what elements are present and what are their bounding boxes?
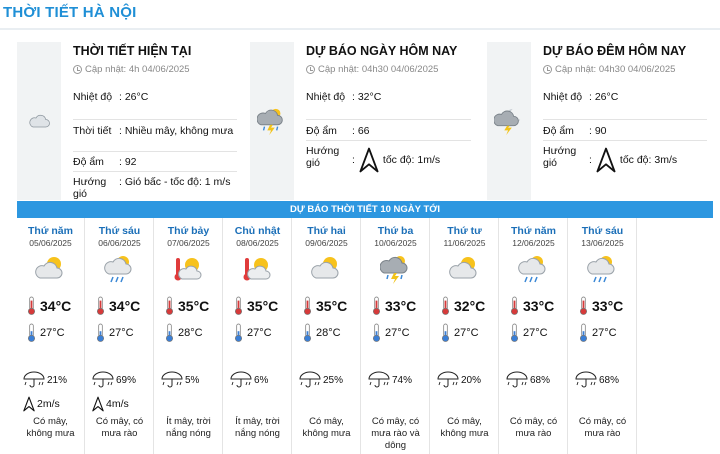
forecast-day [431, 218, 499, 454]
low-temp: 27°C [247, 327, 272, 339]
umbrella-icon [23, 371, 45, 389]
thermometer-hot-icon [234, 296, 243, 316]
low-temp: 28°C [178, 327, 203, 339]
thermometer-cold-icon [441, 323, 450, 343]
day-date: 12/06/2025 [512, 238, 555, 248]
thermometer-hot-icon [372, 296, 381, 316]
today-updated: Cập nhật: 04h30 04/06/2025 [306, 64, 438, 75]
day-date: 11/06/2025 [443, 238, 486, 248]
thermometer-cold-icon [27, 323, 36, 343]
tonight-forecast-title: DỰ BÁO ĐÊM HÔM NAY [543, 44, 687, 58]
thermometer-cold-icon [165, 323, 174, 343]
rain-chance: 6% [254, 374, 269, 386]
umbrella-icon [230, 371, 252, 389]
day-date: 10/06/2025 [374, 238, 417, 248]
low-temp: 27°C [592, 327, 617, 339]
high-temp: 33°C [385, 298, 417, 314]
rain-chance: 69% [116, 374, 137, 386]
day-name: Thứ tư [447, 225, 482, 237]
high-temp: 34°C [109, 298, 141, 314]
umbrella-icon [437, 371, 459, 389]
wind-speed: 2m/s [37, 398, 60, 410]
rain-chance: 25% [323, 374, 344, 386]
tonight-forecast-panel: DỰ BÁO ĐÊM HÔM NAY Cập nhật: 04h30 04/06/2025 Nhiệt độ : 26°C Độ ẩm : 90 Hướng gió : tốc độ: 3m/s [487, 42, 713, 200]
high-temp: 34°C [40, 298, 72, 314]
thermometer-hot-icon [96, 296, 105, 316]
rain-chance: 21% [47, 374, 68, 386]
forecast-day [86, 218, 154, 454]
sun-cloud-rain-icon [518, 253, 550, 285]
high-temp: 35°C [247, 298, 279, 314]
day-description: Ít mây, trời nắng nóng [235, 416, 280, 439]
day-description: Có mây, có mưa rào [578, 416, 627, 439]
day-description: Có mây, có mưa rào và dông [371, 416, 420, 451]
thermometer-cold-icon [303, 323, 312, 343]
forecast-day [500, 218, 568, 454]
thermometer-hot-icon [303, 296, 312, 316]
umbrella-icon [92, 371, 114, 389]
umbrella-icon [299, 371, 321, 389]
day-description: Có mây, có mưa rào [509, 416, 558, 439]
current-weather-panel: THỜI TIẾT HIỆN TẠI Cập nhật: 4h 04/06/2025 Nhiệt độ : 26°C Thời tiết : Nhiều mây, không mưa Độ ẩm : 92 Hướng gió : Gió bấc - tốc độ: 1 m/s [17, 42, 243, 200]
high-temp: 33°C [592, 298, 624, 314]
cloud-icon [27, 109, 51, 133]
low-temp: 27°C [385, 327, 410, 339]
thermometer-hot-icon [165, 296, 174, 316]
umbrella-icon [368, 371, 390, 389]
thermometer-hot-icon [579, 296, 588, 316]
day-name: Thứ sáu [98, 225, 141, 237]
day-date: 08/06/2025 [236, 238, 279, 248]
current-weather-title: THỜI TIẾT HIỆN TẠI [73, 44, 192, 58]
sun-cloud-icon [449, 253, 481, 285]
day-description: Có mây, không mưa [302, 416, 351, 439]
thermometer-hot-icon [510, 296, 519, 316]
today-forecast-panel: DỰ BÁO NGÀY HÔM NAY Cập nhật: 04h30 04/06/2025 Nhiệt độ : 32°C Độ ẩm : 66 Hướng gió : tốc độ: 1m/s [250, 42, 477, 200]
high-temp: 35°C [178, 298, 210, 314]
current-updated: Cập nhật: 4h 04/06/2025 [73, 64, 190, 75]
sun-cloud-icon [35, 253, 67, 285]
rain-chance: 5% [185, 374, 200, 386]
day-name: Thứ sáu [581, 225, 624, 237]
day-date: 05/06/2025 [29, 238, 72, 248]
day-date: 09/06/2025 [305, 238, 348, 248]
today-wind-row: Hướng gió : tốc độ: 1m/s [306, 145, 471, 179]
day-name: Chủ nhật [234, 225, 281, 237]
thermometer-cold-icon [96, 323, 105, 343]
wind-direction-icon [596, 145, 616, 175]
low-temp: 27°C [523, 327, 548, 339]
umbrella-icon [161, 371, 183, 389]
forecast-day [362, 218, 430, 454]
day-name: Thứ ba [377, 225, 414, 237]
sun-cloud-thunder-icon [257, 106, 287, 136]
thermometer-hot-icon [27, 296, 36, 316]
clock-icon [543, 65, 552, 74]
day-description: Ít mây, trời nắng nóng [166, 416, 211, 439]
clock-icon [306, 65, 315, 74]
umbrella-icon [506, 371, 528, 389]
rain-chance: 74% [392, 374, 413, 386]
page-title: THỜI TIẾT HÀ NỘI [3, 4, 137, 21]
sun-cloud-rain-icon [104, 253, 136, 285]
day-description: Có mây, không mưa [440, 416, 489, 439]
tonight-updated: Cập nhật: 04h30 04/06/2025 [543, 64, 675, 75]
wind-speed: 4m/s [106, 398, 129, 410]
day-date: 13/06/2025 [581, 238, 624, 248]
cloud-thunder-icon [380, 253, 412, 285]
low-temp: 27°C [109, 327, 134, 339]
rain-chance: 68% [530, 374, 551, 386]
thermometer-hot-icon [441, 296, 450, 316]
rain-chance: 20% [461, 374, 482, 386]
high-temp: 32°C [454, 298, 486, 314]
umbrella-icon [575, 371, 597, 389]
low-temp: 27°C [454, 327, 479, 339]
moon-cloud-thunder-icon [494, 106, 524, 136]
day-name: Thứ năm [511, 225, 556, 237]
day-description: Có mây, có mưa rào [95, 416, 144, 439]
tonight-wind-row: Hướng gió : tốc độ: 3m/s [543, 145, 707, 179]
thermometer-cold-icon [234, 323, 243, 343]
day-name: Thứ hai [307, 225, 346, 237]
forecast-banner: DỰ BÁO THỜI TIẾT 10 NGÀY TỚI [17, 201, 713, 218]
hot-sun-cloud-icon [173, 253, 205, 285]
wind-direction-icon [23, 396, 35, 412]
forecast-day [17, 218, 85, 454]
day-date: 07/06/2025 [167, 238, 210, 248]
sun-cloud-icon [311, 253, 343, 285]
day-name: Thứ bảy [167, 225, 210, 237]
low-temp: 28°C [316, 327, 341, 339]
wind-direction-icon [359, 145, 379, 175]
low-temp: 27°C [40, 327, 65, 339]
today-forecast-title: DỰ BÁO NGÀY HÔM NAY [306, 44, 458, 58]
day-description: Có mây, không mưa [26, 416, 75, 439]
clock-icon [73, 65, 82, 74]
day-name: Thứ năm [28, 225, 73, 237]
forecast-day [155, 218, 223, 454]
forecast-day [293, 218, 361, 454]
forecast-day [224, 218, 292, 454]
thermometer-cold-icon [372, 323, 381, 343]
hot-sun-cloud-icon [242, 253, 274, 285]
thermometer-cold-icon [579, 323, 588, 343]
wind-direction-icon [92, 396, 104, 412]
day-date: 06/06/2025 [98, 238, 141, 248]
high-temp: 33°C [523, 298, 555, 314]
title-divider [0, 28, 720, 30]
sun-cloud-rain-icon [587, 253, 619, 285]
forecast-day [569, 218, 637, 454]
ten-day-forecast [17, 218, 713, 454]
high-temp: 35°C [316, 298, 348, 314]
thermometer-cold-icon [510, 323, 519, 343]
rain-chance: 68% [599, 374, 620, 386]
